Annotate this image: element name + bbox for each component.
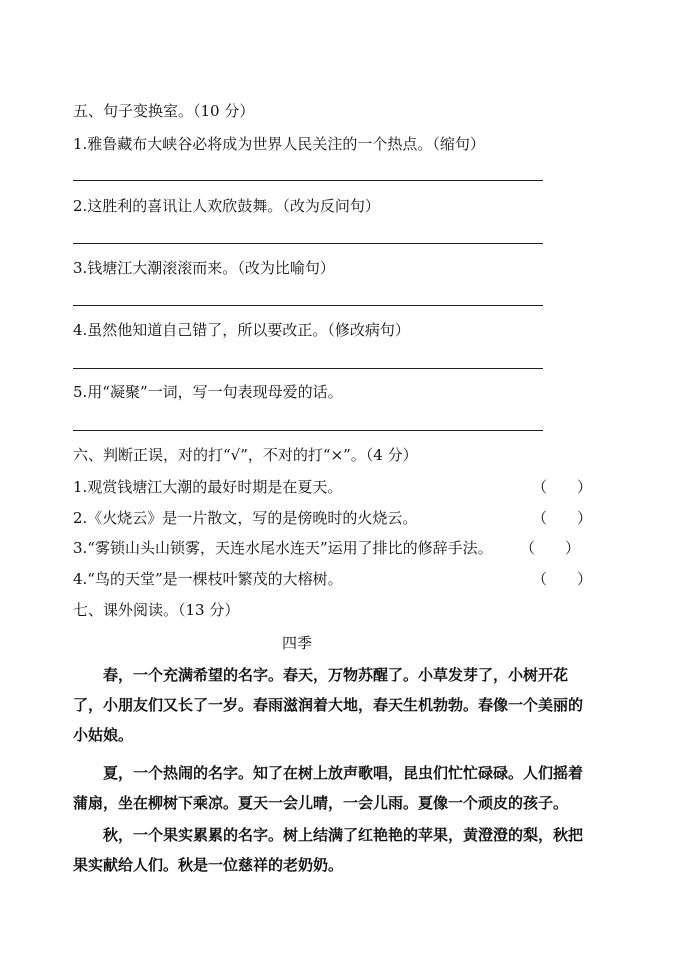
judge-answer-box-4[interactable]: （ ） [532,570,593,588]
judge-item-3: 3.“雾锁山头山锁雾，天连水尾水连天”运用了排比的修辞手法。 [73,539,493,557]
section7-heading: 七、课外阅读。（13 分） [73,601,240,619]
judge-item-1: 1.观赏钱塘江大潮的最好时期是在夏天。 [73,478,343,496]
paragraph-text: 春，一个充满希望的名字。春天，万物苏醒了。小草发芽了，小树开花了，小朋友们又长了一岁。春雨滋润着大地，春天生机勃勃。春像一个美丽的小姑娘。 [73,666,584,744]
passage-paragraph-summer [73,758,591,818]
judge-item-2: 2.《火烧云》是一片散文，写的是傍晚时的火烧云。 [73,509,418,527]
judge-answer-box-2[interactable]: （ ） [532,509,593,527]
question-5-4: 4.虽然他知道自己错了，所以要改正。（修改病句） [73,321,410,339]
answer-line-5-3[interactable] [73,305,543,306]
question-5-1: 1.雅鲁藏布大峡谷必将成为世界人民关注的一个热点。（缩句） [73,135,485,153]
answer-line-5-2[interactable] [73,243,543,244]
paragraph-text: 夏，一个热闹的名字。知了在树上放声歌唱，昆虫们忙忙碌碌。人们摇着蒲扇，坐在柳树下乘凉。夏天一会儿晴，一会儿雨。夏像一个顽皮的孩子。 [73,764,584,812]
judge-answer-box-3[interactable]: （ ） [520,539,581,557]
section6-heading: 六、判断正误，对的打“√”，不对的打“×”。（4 分） [73,446,418,464]
question-5-5: 5.用“凝聚”一词，写一句表现母爱的话。 [73,383,343,401]
answer-line-5-1[interactable] [73,180,543,181]
passage-paragraph-spring [73,660,591,750]
paragraph-text: 秋，一个果实累累的名字。树上结满了红艳艳的苹果，黄澄澄的梨，秋把果实献给人们。秋是一位慈祥的老奶奶。 [73,826,584,874]
question-5-2: 2.这胜利的喜讯让人欢欣鼓舞。（改为反问句） [73,197,380,215]
answer-line-5-5[interactable] [73,430,543,431]
passage-title: 四季 [282,634,313,652]
passage-paragraph-autumn [73,820,591,880]
judge-answer-box-1[interactable]: （ ） [532,478,593,496]
judge-item-4: 4.“鸟的天堂”是一棵枝叶繁茂的大榕树。 [73,570,343,588]
question-5-3: 3.钱塘江大潮滚滚而来。（改为比喻句） [73,259,335,277]
answer-line-5-4[interactable] [73,368,543,369]
section5-heading: 五、句子变换室。（10 分） [73,102,255,120]
